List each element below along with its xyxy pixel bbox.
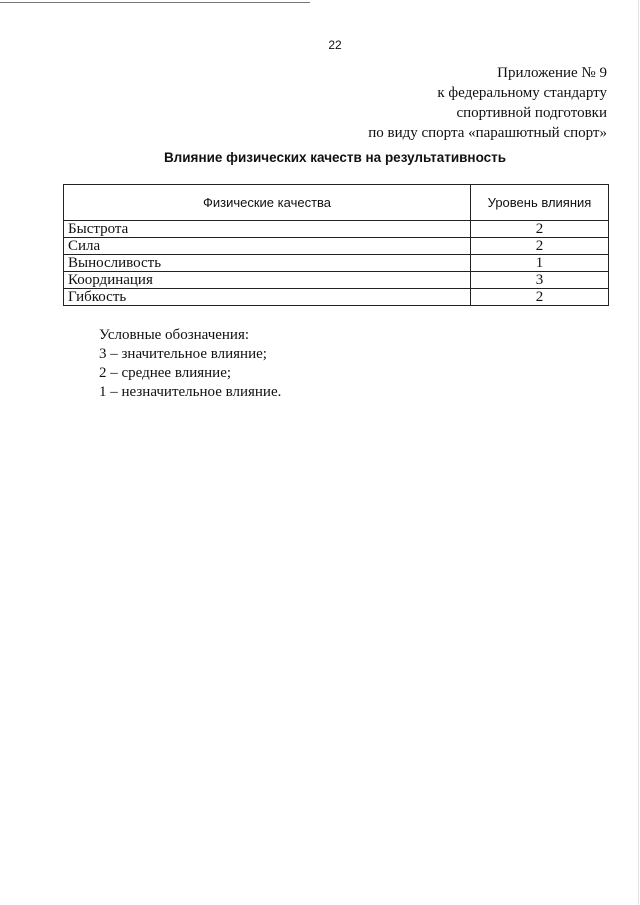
- appendix-line-1: Приложение № 9: [497, 65, 607, 81]
- quality-cell: Гибкость: [64, 289, 471, 306]
- appendix-line-3: спортивной подготовки: [456, 105, 607, 121]
- legend-item: 2 – среднее влияние;: [99, 365, 232, 381]
- legend-item: 1 – незначительное влияние.: [99, 384, 282, 400]
- table-row: [64, 289, 609, 306]
- table-row: [64, 238, 609, 255]
- legend-heading: Условные обозначения:: [99, 327, 250, 343]
- quality-cell: Координация: [64, 272, 471, 289]
- appendix-line-4: по виду спорта «парашютный спорт»: [368, 125, 607, 141]
- level-cell: 1: [471, 255, 609, 272]
- physical-qualities-table: [63, 184, 609, 306]
- level-cell: 2: [471, 238, 609, 255]
- quality-cell: Сила: [64, 238, 471, 255]
- appendix-line-2: к федеральному стандарту: [437, 85, 607, 101]
- legend-item: 3 – значительное влияние;: [99, 346, 267, 362]
- level-cell: 3: [471, 272, 609, 289]
- page-number: 22: [328, 38, 342, 52]
- table-header-row: [64, 185, 609, 221]
- level-cell: 2: [471, 221, 609, 238]
- level-cell: 2: [471, 289, 609, 306]
- scan-page-edge: [638, 0, 639, 905]
- legend: [99, 326, 281, 402]
- table-row: [64, 221, 609, 238]
- header-physical-qualities: Физические качества: [64, 185, 471, 221]
- table-row: [64, 272, 609, 289]
- table-row: [64, 255, 609, 272]
- scan-artifact-line: [0, 2, 310, 3]
- quality-cell: Выносливость: [64, 255, 471, 272]
- appendix-header: [368, 63, 607, 143]
- quality-cell: Быстрота: [64, 221, 471, 238]
- header-influence-level: Уровень влияния: [471, 185, 609, 221]
- document-title: Влияние физических качеств на результативность: [163, 150, 507, 165]
